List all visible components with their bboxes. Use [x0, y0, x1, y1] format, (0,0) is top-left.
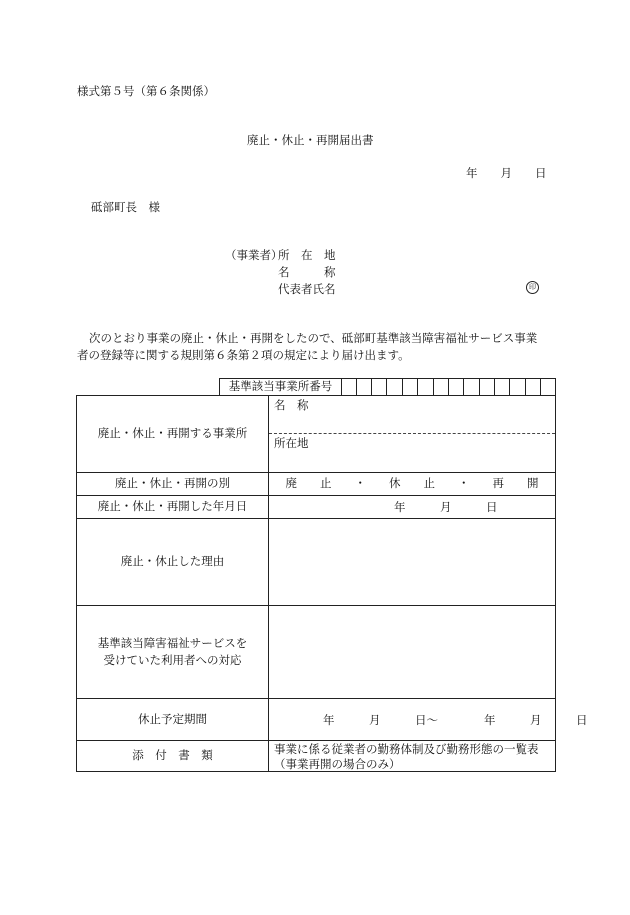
- date-row-label: 廃止・休止・再開した年月日: [97, 499, 248, 514]
- period-row-label: 休止予定期間: [138, 711, 207, 726]
- period-field[interactable]: 年 月 日〜 年 月 日: [323, 713, 588, 727]
- response-label-line1: 基準該当障害福祉サービスを: [97, 635, 248, 650]
- reason-field[interactable]: [269, 519, 555, 605]
- response-label-line2: 受けていた利用者への対応: [103, 653, 242, 667]
- facility-address-label: 所在地: [274, 436, 309, 450]
- registration-number-label: 基準該当事業所番号: [228, 379, 333, 394]
- type-options[interactable]: 廃 止 ・ 休 止 ・ 再 開: [285, 476, 539, 491]
- name-label: 名 称: [278, 265, 336, 279]
- facility-row-label: 廃止・休止・再開する事業所: [97, 426, 248, 441]
- document-title: 廃止・休止・再開届出書: [247, 133, 374, 147]
- attachments-line1: 事業に係る従業者の勤務体制及び勤務形態の一覧表: [274, 742, 539, 756]
- attachments-row-label: 添 付 書 類: [132, 748, 213, 763]
- facility-name-field[interactable]: [269, 412, 555, 432]
- address-label: 所 在 地: [278, 248, 336, 262]
- attachments-line2: （事業再開の場合のみ）: [274, 757, 401, 771]
- response-field[interactable]: [269, 606, 555, 698]
- representative-label: 代表者氏名: [278, 282, 336, 296]
- type-row-label: 廃止・休止・再開の別: [115, 476, 230, 491]
- facility-address-field[interactable]: [269, 450, 555, 471]
- applicant-label: （事業者）: [225, 248, 283, 262]
- seal-mark: 印: [526, 281, 539, 294]
- reason-row-label: 廃止・休止した理由: [120, 554, 225, 569]
- body-text-line1: 次のとおり事業の廃止・休止・再開をしたので、砥部町基準該当障害福祉サービス事業: [89, 331, 538, 345]
- response-row-label: [77, 606, 268, 698]
- facility-name-label: 名 称: [274, 398, 309, 412]
- form-number: 様式第５号（第６条関係）: [77, 84, 215, 98]
- date-field[interactable]: 年 月 日: [394, 500, 498, 514]
- addressee: 砥部町長 様: [91, 200, 160, 214]
- body-text-line2: 者の登録等に関する規則第６条第２項の規定により届け出ます。: [77, 348, 410, 362]
- date-line: 年 月 日: [466, 166, 547, 180]
